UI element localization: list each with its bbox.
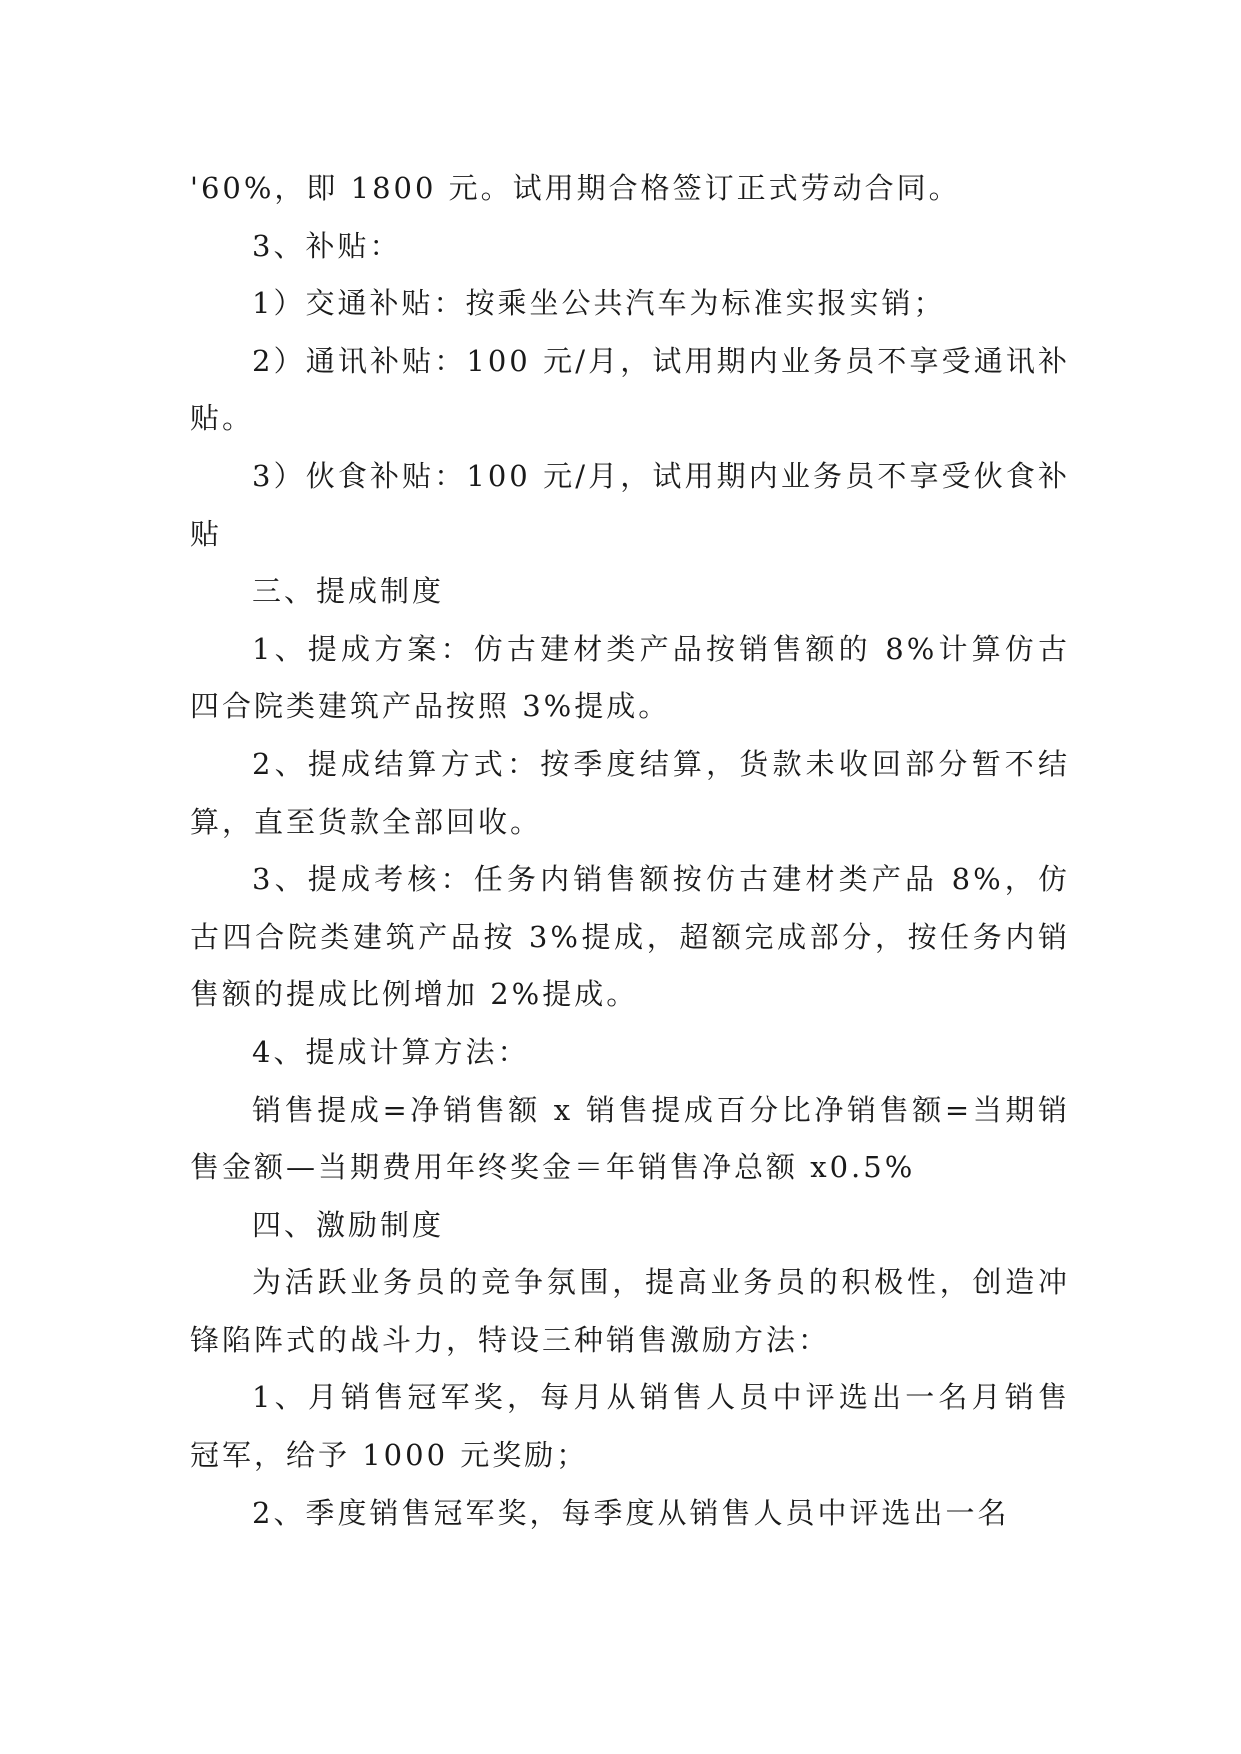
paragraph: 2、提成结算方式：按季度结算，货款未收回部分暂不结算，直至货款全部回收。 (190, 746, 1070, 839)
document-body (190, 160, 1070, 1542)
paragraph: 3、提成考核：任务内销售额按仿古建材类产品 8%，仿古四合院类建筑产品按 3%提成，超额完成部分，按任务内销售额的提成比例增加 2%提成。 (190, 862, 1070, 1012)
paragraph: 销售提成=净销售额 x 销售提成百分比净销售额=当期销售金额—当期费用年终奖金＝年销售净总额 x0.5% (190, 1092, 1070, 1185)
paragraph: '60%，即 1800 元。试用期合格签订正式劳动合同。 (190, 171, 961, 205)
paragraph: 1、提成方案：仿古建材类产品按销售额的 8%计算仿古四合院类建筑产品按照 3%提成。 (190, 631, 1070, 724)
paragraph: 3）伙食补贴：100 元/月，试用期内业务员不享受伙食补贴 (190, 458, 1070, 551)
paragraph: 1、月销售冠军奖，每月从销售人员中评选出一名月销售冠军，给予 1000 元奖励； (190, 1380, 1070, 1473)
paragraph: 4、提成计算方法： (252, 1034, 530, 1069)
section-heading: 四、激励制度 (252, 1207, 445, 1242)
paragraph: 3、补贴： (252, 228, 402, 263)
paragraph: 2、季度销售冠军奖，每季度从销售人员中评选出一名 (252, 1495, 1010, 1530)
paragraph: 2）通讯补贴：100 元/月，试用期内业务员不享受通讯补贴。 (190, 343, 1070, 436)
paragraph: 1）交通补贴：按乘坐公共汽车为标准实报实销； (252, 286, 946, 321)
paragraph: 为活跃业务员的竞争氛围，提高业务员的积极性，创造冲锋陷阵式的战斗力，特设三种销售激励方法： (190, 1265, 1070, 1357)
section-heading: 三、提成制度 (252, 574, 445, 609)
